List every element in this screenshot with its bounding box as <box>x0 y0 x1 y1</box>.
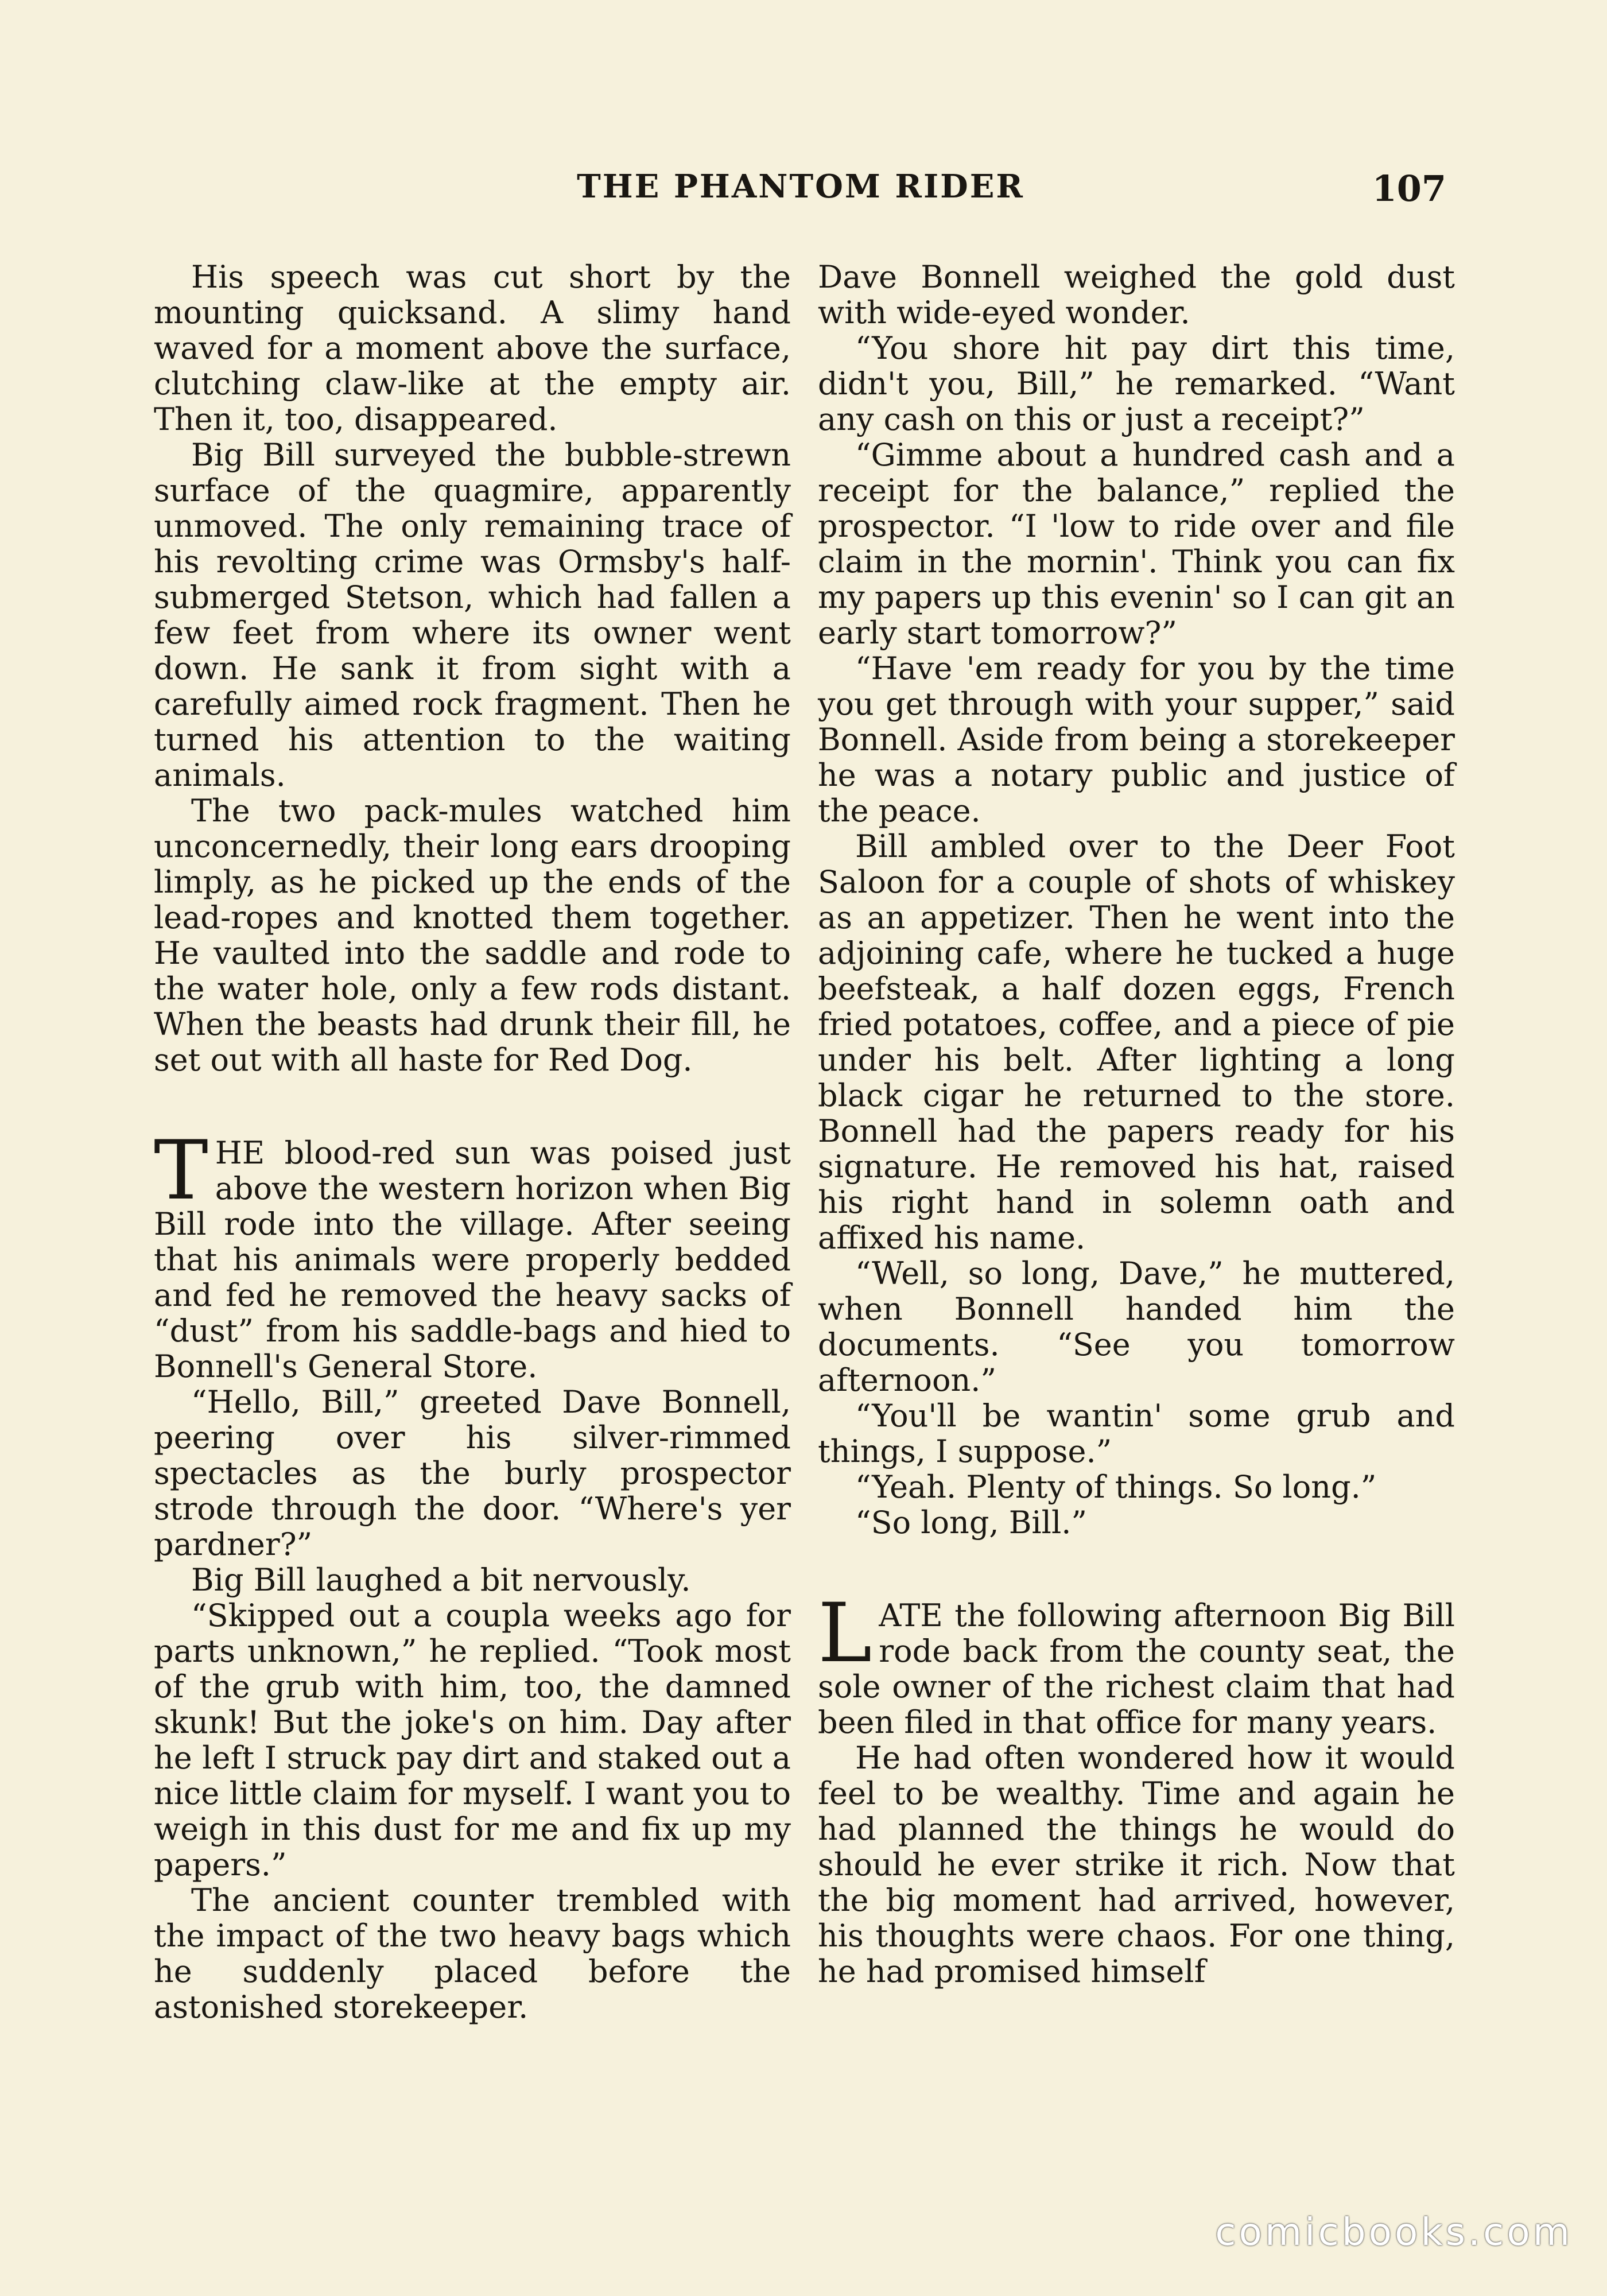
watermark: comicbooks.com <box>1215 2210 1573 2254</box>
paragraph: “You shore hit pay dirt this time, didn't you, Bill,” he remarked. “Want any cash on this or just a receipt?” <box>818 330 1455 437</box>
running-head <box>155 168 1446 214</box>
running-title: THE PHANTOM RIDER <box>577 168 1024 205</box>
paragraph: “Yeah. Plenty of things. So long.” <box>855 1469 1377 1505</box>
paragraph: The ancient counter trembled with the impact of the two heavy bags which he suddenly placed before the astonished storekeeper. <box>154 1882 791 2025</box>
paragraph: The two pack-mules watched him unconcernedly, their long ears drooping limply, as he picked up the ends of the lead-ropes and knotted them together. He vaulted into the saddle and rode to the water hole, only a few rods distant. When the beasts had drunk their fill, he set out with all haste for Red Dog. <box>154 793 791 1078</box>
paragraph: He had often wondered how it would feel to be wealthy. Time and again he had planned the things he would do should he ever strike it rich. Now that the big moment had arrived, however, his thoughts were chaos. For one thing, he had promised himself <box>818 1740 1455 1989</box>
right-column <box>818 259 1455 1989</box>
drop-cap: L <box>818 1586 872 1681</box>
paragraph: Bill ambled over to the Deer Foot Saloon for a couple of shots of whiskey as an appetizer. Then he went into the adjoining cafe, where he tucked a huge beefsteak, a half dozen eggs, French fried potatoes, coffee, and a piece of pie under his belt. After lighting a long black cigar he returned to the store. Bonnell had the papers ready for his signature. He removed his hat, raised his right hand in solemn oath and affixed his name. <box>818 828 1455 1256</box>
paragraph: His speech was cut short by the mounting quicksand. A slimy hand waved for a moment above the surface, clutching claw-like at the empty air. Then it, too, disappeared. <box>154 259 791 437</box>
paragraph: “Hello, Bill,” greeted Dave Bonnell, peering over his silver-rimmed spectacles as the burly prospector strode through the door. “Where's yer pardner?” <box>154 1384 791 1562</box>
paragraph: “Skipped out a coupla weeks ago for parts unknown,” he replied. “Took most of the grub with him, too, the damned skunk! But the joke's on him. Day after he left I struck pay dirt and staked out a nice little claim for myself. I want you to weigh in this dust for me and fix up my papers.” <box>154 1597 791 1883</box>
paragraph: Big Bill surveyed the bubble-strewn surface of the quagmire, apparently unmoved. The only remaining trace of his revolting crime was Ormsby's half-submerged Stetson, which had fallen a few feet from where its owner went down. He sank it from sight with a carefully aimed rock fragment. Then he turned his attention to the waiting animals. <box>154 437 791 793</box>
page-number: 107 <box>1372 168 1446 210</box>
paragraph: “Have 'em ready for you by the time you get through with your supper,” said Bonnell. Aside from being a storekeeper he was a notary public and justice of the peace. <box>818 650 1455 829</box>
paragraph-with-drop-cap <box>154 1123 791 1384</box>
section-break <box>154 1078 791 1135</box>
paragraph-text: HE blood-red sun was poised just above the western horizon when Big Bill rode into the village. After seeing that his animals were properly bedded and fed he removed the heavy sacks of “dust” from his saddle-bags and hied to Bonnell's General Store. <box>154 1135 791 1384</box>
paragraph: “Well, so long, Dave,” he muttered, when Bonnell handed him the documents. “See you tomorrow afternoon.” <box>818 1255 1455 1398</box>
paragraph: “You'll be wantin' some grub and things, I suppose.” <box>818 1398 1455 1469</box>
drop-cap: T <box>154 1123 208 1218</box>
paragraph: “So long, Bill.” <box>855 1504 1087 1541</box>
paragraph-with-drop-cap <box>818 1586 1455 1740</box>
paragraph: “Gimme about a hundred cash and a receipt for the balance,” replied the prospector. “I 'low to ride over and file claim in the mornin'. Think you can fix my papers up this evenin' so I can git an early start tomorrow?” <box>818 437 1455 651</box>
left-column <box>154 259 791 2025</box>
paragraph: Big Bill laughed a bit nervously. <box>191 1562 691 1598</box>
section-break <box>818 1541 1455 1598</box>
paragraph-text: ATE the following afternoon Big Bill rode back from the county seat, the sole owner of the richest claim that had been filed in that office for many years. <box>818 1597 1455 1740</box>
paragraph: Dave Bonnell weighed the gold dust with wide-eyed wonder. <box>818 259 1455 331</box>
